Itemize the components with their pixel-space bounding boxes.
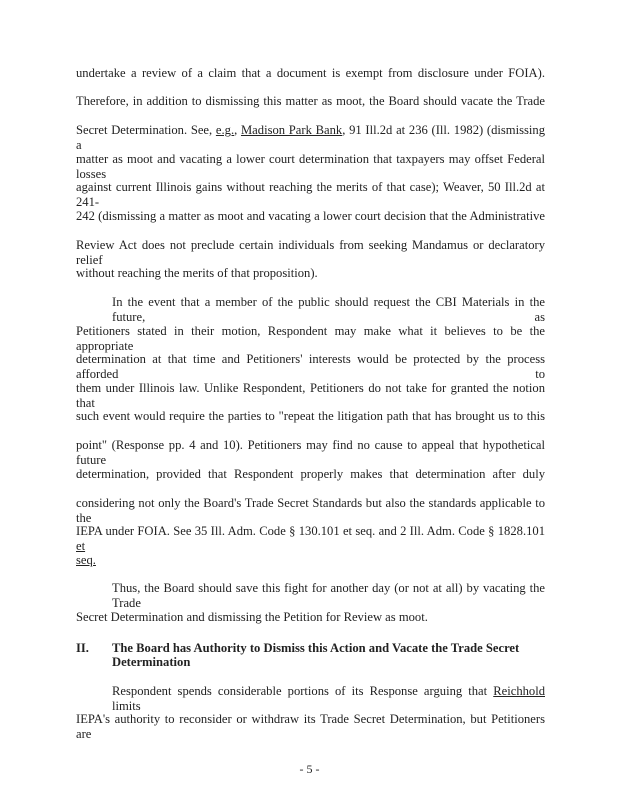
text-line bbox=[76, 123, 545, 152]
text-segment: , bbox=[234, 123, 241, 137]
text-segment: et bbox=[76, 539, 86, 553]
text-segment: IEPA under FOIA. See 35 Ill. Adm. Code § 130.101 et seq. and 2 Ill. Adm. Code § 1828.101 bbox=[76, 524, 545, 538]
text-line bbox=[76, 712, 545, 741]
text-line bbox=[76, 524, 545, 553]
text-segment: Therefore, in addition to dismissing this matter as moot, the Board should vacate the Trade bbox=[76, 94, 545, 108]
text-segment: Review Act does not preclude certain individuals from seeking Mandamus or declaratory relief bbox=[76, 238, 545, 267]
text-line bbox=[76, 152, 545, 181]
text-line bbox=[76, 352, 545, 381]
text-segment: against current Illinois gains without reaching the merits of that case); bbox=[76, 180, 443, 194]
text-segment: In the event that a member of the public should request the CBI Materials in the future, as bbox=[112, 295, 545, 324]
text-line bbox=[112, 295, 545, 324]
text-line bbox=[76, 66, 545, 81]
text-segment: Madison Park Bank bbox=[240, 123, 343, 137]
text-segment: Secret Determination. See, bbox=[76, 123, 216, 137]
text-segment: undertake a review of a claim that a document is exempt from disclosure under FOIA). bbox=[76, 66, 545, 80]
text-segment: IEPA's authority to reconsider or withdraw its Trade Secret Determination, but Petitioners are bbox=[76, 712, 545, 741]
text-line bbox=[76, 209, 545, 224]
text-segment: Respondent spends considerable portions of its Response arguing that bbox=[112, 684, 494, 698]
text-segment: seq. bbox=[76, 553, 96, 567]
text-line bbox=[76, 409, 545, 424]
text-line bbox=[76, 238, 545, 267]
text-segment: determination, provided that Respondent properly makes that determination after duly bbox=[76, 467, 545, 481]
text-segment: Secret Determination and dismissing the Petition for Review as moot. bbox=[76, 610, 428, 624]
text-line bbox=[76, 94, 545, 109]
text-line bbox=[112, 684, 545, 713]
text-segment: 242 (dismissing a matter as moot and vacating a lower court decision that the Administrative bbox=[76, 209, 545, 223]
text-segment: Weaver bbox=[442, 180, 481, 194]
text-line bbox=[76, 496, 545, 525]
text-segment: such event would require the parties to "repeat the litigation path that has brought us to this bbox=[76, 409, 545, 423]
text-line bbox=[76, 438, 545, 467]
text-segment: considering not only the Board's Trade Secret Standards but also the standards applicable to the bbox=[76, 496, 545, 525]
text-segment: them under Illinois law. Unlike Respondent, Petitioners do not take for granted the notion that bbox=[76, 381, 545, 410]
text-segment: point" (Response pp. 4 and 10). Petitioners may find no cause to appeal that hypothetical future bbox=[76, 438, 545, 467]
text-segment: e.g. bbox=[215, 123, 235, 137]
text-segment: Thus, the Board should save this fight for another day (or not at all) by vacating the Trade bbox=[112, 581, 545, 610]
text-segment: limits bbox=[112, 699, 141, 713]
text-segment: , 91 Ill.2d at 236 (Ill. 1982) (dismissing a bbox=[76, 123, 545, 152]
text-segment: determination at that time and Petitioners' interests would be protected by the process afforded to bbox=[76, 352, 545, 381]
section-title-line-2: Determination bbox=[112, 655, 191, 669]
text-segment: matter as moot and vacating a lower court determination that taxpayers may offset Federal losses bbox=[76, 152, 545, 181]
page-number: - 5 - bbox=[299, 762, 320, 776]
text-segment: Reichhold bbox=[493, 684, 545, 698]
text-line bbox=[76, 553, 545, 568]
text-segment: , 50 Ill.2d at 241- bbox=[76, 180, 545, 209]
section-title-line-1: The Board has Authority to Dismiss this Action and Vacate the Trade Secret bbox=[112, 641, 520, 655]
section-number: II. bbox=[76, 641, 89, 655]
text-line bbox=[76, 266, 545, 281]
text-segment: without reaching the merits of that proposition). bbox=[76, 266, 318, 280]
text-line bbox=[76, 610, 545, 625]
text-line bbox=[76, 180, 545, 209]
text-line bbox=[112, 581, 545, 610]
text-segment: Petitioners stated in their motion, Respondent may make what it believes to be the appropriate bbox=[76, 324, 545, 353]
text-line bbox=[76, 467, 545, 482]
text-line bbox=[76, 324, 545, 353]
text-line bbox=[76, 381, 545, 410]
